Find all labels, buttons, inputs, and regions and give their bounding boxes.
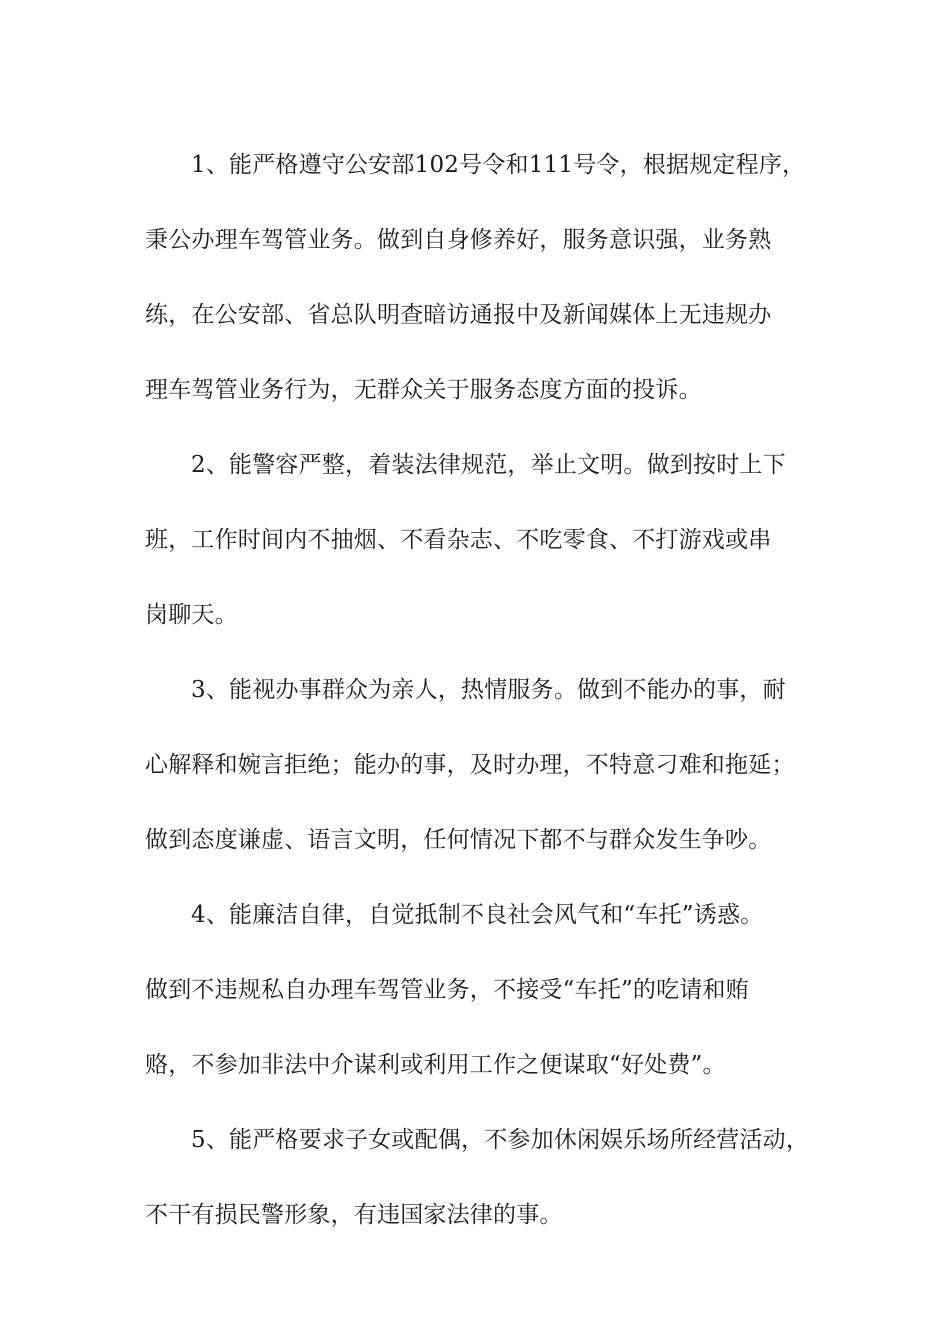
paragraph-line: 5、能严格要求子女或配偶，不参加休闲娱乐场所经营活动，: [191, 1127, 810, 1153]
paragraph-line: 班，工作时间内不抽烟、不看杂志、不吃零食、不打游戏或串: [145, 527, 772, 553]
paragraph-1: [145, 128, 810, 428]
paragraph-line: 理车驾管业务行为，无群众关于服务态度方面的投诉。: [145, 377, 702, 403]
paragraph-4: [145, 878, 810, 1103]
paragraph-line: 3、能视办事群众为亲人，热情服务。做到不能办的事，耐: [191, 677, 786, 703]
paragraph-line: 做到态度谦虚、语言文明，任何情况下都不与群众发生争吵。: [145, 827, 772, 853]
paragraph-line: 赂，不参加非法中介谋利或利用工作之便谋取“好处费”。: [145, 1052, 726, 1078]
paragraph-line: 4、能廉洁自律，自觉抵制不良社会风气和“车托”诱惑。: [191, 902, 764, 928]
document-body: [145, 128, 810, 1253]
paragraph-line: 2、能警容严整，着装法律规范，举止文明。做到按时上下: [191, 452, 786, 478]
paragraph-line: 做到不违规私自办理车驾管业务，不接受“车托”的吃请和贿: [145, 977, 749, 1003]
paragraph-line: 1、能严格遵守公安部102号令和111号令，根据规定程序，: [191, 152, 806, 178]
paragraph-2: [145, 428, 810, 653]
paragraph-3: [145, 653, 810, 878]
paragraph-line: 岗聊天。: [145, 602, 238, 628]
paragraph-line: 秉公办理车驾管业务。做到自身修养好，服务意识强，业务熟: [145, 227, 772, 253]
paragraph-line: 不干有损民警形象，有违国家法律的事。: [145, 1202, 563, 1228]
paragraph-line: 心解释和婉言拒绝；能办的事，及时办理，不特意刁难和拖延；: [145, 752, 795, 778]
paragraph-5: [145, 1103, 810, 1253]
paragraph-line: 练，在公安部、省总队明查暗访通报中及新闻媒体上无违规办: [145, 302, 772, 328]
